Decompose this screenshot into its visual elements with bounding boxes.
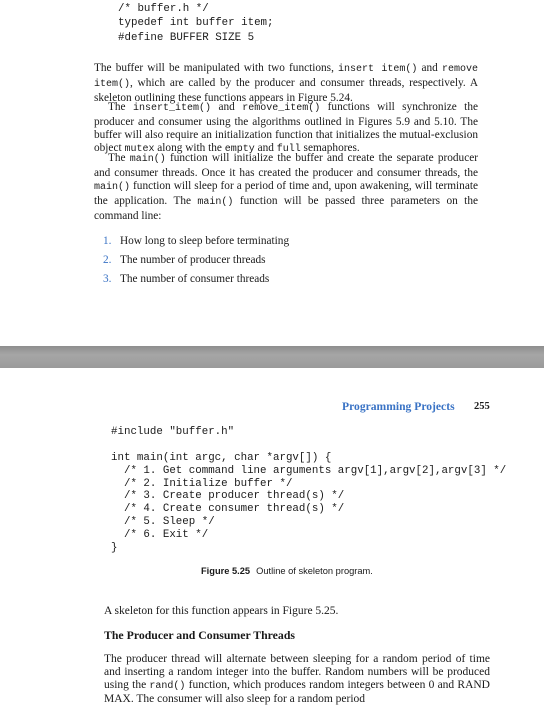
page-top [0,0,544,346]
list-item: 2. The number of producer threads [103,254,266,266]
figure-label: Figure 5.25 [201,566,251,576]
page-number: 255 [474,401,490,412]
section-heading: The Producer and Consumer Threads [104,628,295,642]
paragraph-main-function: The main() function will initialize the buffer and create the separate producer and consumer threads. Once it has created the producer and consumer threads, the main() function will sleep for a period of time and, upon awakening, will terminate the application. The main() function will be passed three parameters on the command line: [94,152,479,222]
figure-caption: Figure 5.25 Outline of skeleton program. [201,566,373,576]
page-bottom [0,368,544,706]
running-header: Programming Projects [342,400,455,413]
page-separator [0,346,544,368]
buffer-header-code: /* buffer.h */ typedef int buffer item; #define BUFFER SIZE 5 [118,3,274,44]
paragraph-synchronize: The insert_item() and remove_item() functions will synchronize the producer and consumer using the algorithms outlined in Figures 5.9 and 5.10. The buffer will also require an initialization function that initializes the mutual-exclusion object mutex along with the empty and full semaphores. [94,101,478,155]
list-item: 1. How long to sleep before terminating [103,235,290,247]
include-line: #include "buffer.h" [111,426,235,438]
parameter-list [103,234,289,291]
main-skeleton-code: int main(int argc, char *argv[]) { /* 1. Get command line arguments argv[1],argv[2],argv[3] */ /* 2. Initialize buffer */ /* 3. Create producer thread(s) */ /* 4. Create consumer thread(s) */ /* 5. Sleep */ /* 6. Exit */ } [111,452,507,554]
paragraph-skeleton: A skeleton for this function appears in Figure 5.25. [104,605,339,617]
paragraph-producer-thread: The producer thread will alternate between sleeping for a random period of time and inserting a random integer into the buffer. Random numbers will be produced using the rand() function, which produces random integers between 0 and RAND MAX. The consumer will also sleep for a random period [104,653,490,705]
list-item: 3. The number of consumer threads [103,273,270,285]
paragraph-buffer-functions: The buffer will be manipulated with two functions, insert item() and remove item(), which are called by the producer and consumer threads, respectively. A skeleton outlining these functions appears in Figure 5.24. [94,62,478,104]
